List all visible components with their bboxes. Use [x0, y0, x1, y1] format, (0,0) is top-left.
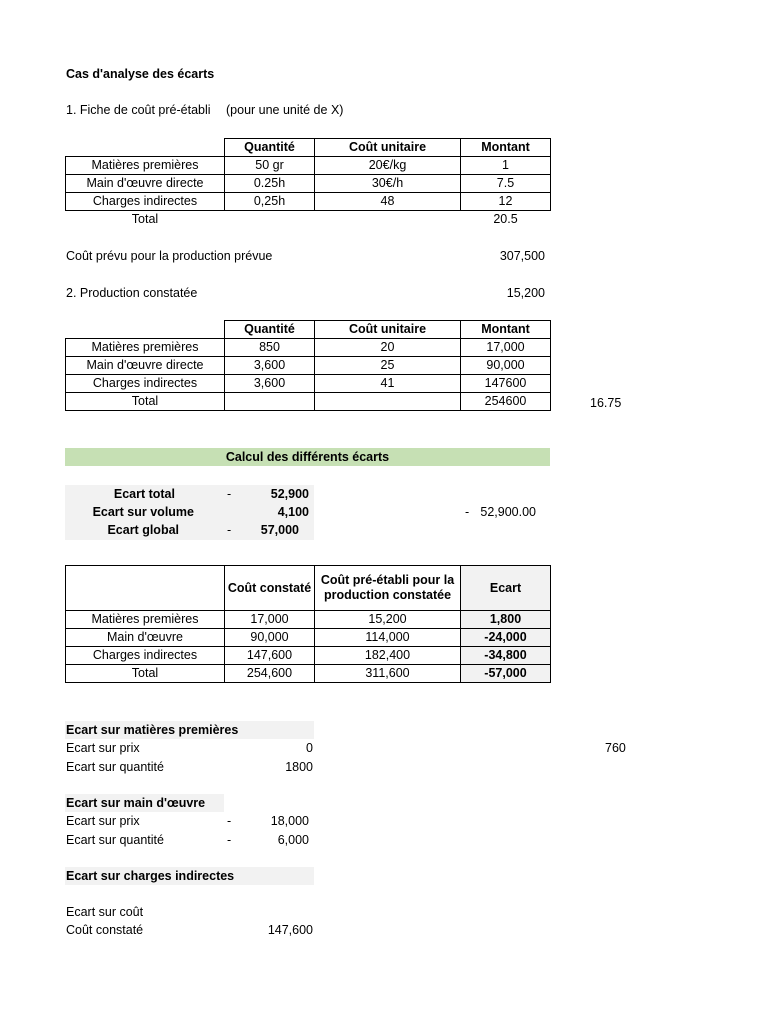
cell-amount: 1	[461, 157, 551, 175]
col-variance: Ecart	[461, 566, 551, 611]
col-unit-cost: Coût unitaire	[315, 321, 461, 339]
cell-unit-cost: 41	[315, 375, 461, 393]
total-variance-sign: -	[227, 487, 232, 501]
cell-actual: 147,600	[225, 647, 315, 665]
total-amount: 20.5	[493, 212, 518, 226]
side-value: 16.75	[590, 396, 622, 410]
total-row	[66, 393, 551, 411]
col-unit-cost: Coût unitaire	[315, 139, 461, 157]
labour-price-value: 18,000	[270, 814, 309, 828]
table-row	[66, 175, 551, 193]
section2-title: 2. Production constatée	[66, 286, 198, 300]
row-label: Charges indirectes	[66, 193, 225, 211]
table-header-row	[66, 139, 551, 157]
cell-quantity: 3,600	[225, 357, 315, 375]
section1-title: 1. Fiche de coût pré-établi	[66, 103, 211, 117]
materials-price-label: Ecart sur prix	[66, 741, 140, 755]
table-header-row	[66, 321, 551, 339]
col-quantity: Quantité	[225, 321, 315, 339]
section1-note: (pour une unité de X)	[226, 103, 344, 117]
cell-standard: 114,000	[315, 629, 461, 647]
overhead-cost-label: Ecart sur coût	[66, 905, 144, 919]
materials-variance-title: Ecart sur matières premières	[66, 723, 239, 737]
cell-standard: 311,600	[315, 665, 461, 683]
table-row	[66, 157, 551, 175]
col-amount: Montant	[461, 139, 551, 157]
row-label: Charges indirectes	[66, 647, 225, 665]
col-quantity: Quantité	[225, 139, 315, 157]
total-label: Total	[66, 393, 225, 411]
cell-quantity: 0,25h	[225, 193, 315, 211]
overhead-actual-label: Coût constaté	[66, 923, 144, 937]
volume-variance-value: 4,100	[277, 505, 309, 519]
table-row	[66, 611, 551, 629]
table-row	[66, 629, 551, 647]
col-amount: Montant	[461, 321, 551, 339]
forecast-cost-value: 307,500	[499, 249, 545, 263]
table-row	[66, 339, 551, 357]
page-title: Cas d'analyse des écarts	[66, 67, 215, 81]
header-spacer	[66, 566, 225, 611]
labour-qty-sign: -	[227, 833, 232, 847]
cell-unit-cost: 20€/kg	[315, 157, 461, 175]
overhead-actual-value: 147,600	[267, 923, 313, 937]
cell-unit-cost: 25	[315, 357, 461, 375]
standard-cost-table	[65, 138, 551, 228]
cell-actual: 90,000	[225, 629, 315, 647]
row-label: Matières premières	[66, 157, 225, 175]
materials-qty-value: 1800	[285, 760, 313, 774]
col-standard-cost: Coût pré-établi pour la production constatée	[315, 566, 461, 611]
cell-actual: 17,000	[225, 611, 315, 629]
cell-quantity: 3,600	[225, 375, 315, 393]
variance-table	[65, 565, 551, 683]
side-sign: -	[465, 505, 470, 519]
variance-section-title: Calcul des différents écarts	[65, 448, 550, 466]
row-label: Total	[66, 665, 225, 683]
global-variance-value: 57,000	[260, 523, 299, 537]
cell-quantity: 850	[225, 339, 315, 357]
cell-standard: 15,200	[315, 611, 461, 629]
cell-amount: 90,000	[461, 357, 551, 375]
table-row	[66, 357, 551, 375]
table-row	[66, 647, 551, 665]
row-label: Charges indirectes	[66, 375, 225, 393]
labour-price-label: Ecart sur prix	[66, 814, 140, 828]
materials-qty-label: Ecart sur quantité	[66, 760, 164, 774]
cell-standard: 182,400	[315, 647, 461, 665]
row-label: Main d'œuvre directe	[66, 175, 225, 193]
row-label: Matières premières	[66, 611, 225, 629]
actual-production-value: 15,200	[506, 286, 545, 300]
row-label: Matières premières	[66, 339, 225, 357]
cell-unit-cost: 20	[315, 339, 461, 357]
total-label: Total	[131, 212, 159, 226]
global-variance-sign: -	[227, 523, 232, 537]
labour-qty-value: 6,000	[277, 833, 309, 847]
cell-amount: 17,000	[461, 339, 551, 357]
labour-price-sign: -	[227, 814, 232, 828]
cell-amount: 7.5	[461, 175, 551, 193]
header-spacer	[66, 139, 225, 157]
cell-quantity: 0.25h	[225, 175, 315, 193]
cell-actual: 254,600	[225, 665, 315, 683]
total-variance-value: 52,900	[270, 487, 309, 501]
total-variance-label: Ecart total	[113, 487, 175, 501]
labour-variance-title: Ecart sur main d'œuvre	[66, 796, 206, 810]
cell-amount: 12	[461, 193, 551, 211]
actual-cost-table	[65, 320, 551, 411]
table-header-row	[66, 566, 551, 611]
materials-side-value: 760	[605, 741, 626, 755]
cell-unit-cost: 48	[315, 193, 461, 211]
col-actual-cost: Coût constaté	[225, 566, 315, 611]
labour-qty-label: Ecart sur quantité	[66, 833, 164, 847]
total-amount: 254600	[461, 393, 551, 411]
table-row	[66, 375, 551, 393]
cell-quantity: 50 gr	[225, 157, 315, 175]
forecast-cost-label: Coût prévu pour la production prévue	[66, 249, 273, 263]
cell-variance: -57,000	[461, 665, 551, 683]
side-total-value: 52,900.00	[480, 505, 536, 519]
cell-unit-cost: 30€/h	[315, 175, 461, 193]
global-variance-label: Ecart global	[107, 523, 179, 537]
total-row	[66, 211, 551, 229]
row-label: Main d'œuvre	[66, 629, 225, 647]
header-spacer	[66, 321, 225, 339]
volume-variance-label: Ecart sur volume	[92, 505, 194, 519]
cell-amount: 147600	[461, 375, 551, 393]
materials-price-value: 0	[306, 741, 313, 755]
table-row	[66, 193, 551, 211]
total-row	[66, 665, 551, 683]
cell-variance: -24,000	[461, 629, 551, 647]
cell-variance: 1,800	[461, 611, 551, 629]
cell-variance: -34,800	[461, 647, 551, 665]
overhead-variance-title: Ecart sur charges indirectes	[66, 869, 235, 883]
row-label: Main d'œuvre directe	[66, 357, 225, 375]
